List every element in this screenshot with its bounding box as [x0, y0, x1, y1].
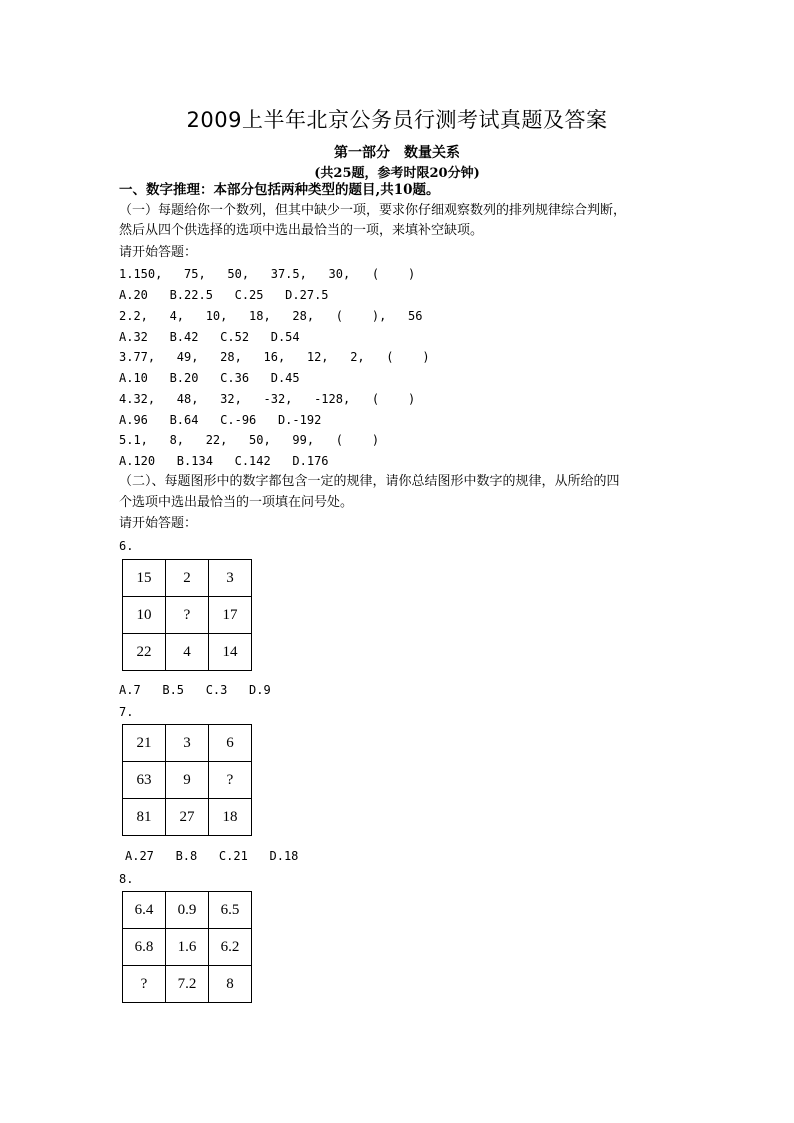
section2-intro-line2: 个选项中选出最恰当的一项填在问号处。 — [119, 495, 354, 510]
grid-cell: 0.9 — [166, 892, 209, 929]
question-6-options: A.7 B.5 C.3 D.9 — [119, 683, 271, 697]
question-7-options: A.27 B.8 C.21 D.18 — [125, 849, 299, 863]
start-prompt-2: 请开始答题： — [119, 516, 198, 531]
start-prompt-1: 请开始答题： — [119, 245, 198, 260]
section1-intro-line1: （一）每题给你一个数列，但其中缺少一项，要求你仔细观察数列的排列规律综合判断， — [119, 203, 627, 218]
grid-cell: 15 — [123, 560, 166, 597]
grid-cell: ? — [209, 762, 252, 799]
time-note: (共25题，参考时限20分钟) — [314, 166, 480, 181]
question-5-stem: 5.1, 8, 22, 50, 99, ( ) — [119, 433, 380, 447]
document-title: 2009上半年北京公务员行测考试真题及答案 — [186, 108, 608, 132]
grid-cell: 27 — [166, 799, 209, 836]
question-6-grid — [122, 559, 252, 671]
question-8-grid — [122, 891, 252, 1003]
grid-cell: 17 — [209, 597, 252, 634]
grid-cell: 81 — [123, 799, 166, 836]
question-2-options: A.32 B.42 C.52 D.54 — [119, 330, 300, 344]
part-heading: 第一部分 数量关系 — [334, 145, 460, 161]
question-7-label: 7. — [119, 705, 134, 719]
question-1-options: A.20 B.22.5 C.25 D.27.5 — [119, 288, 329, 302]
grid-cell: 6 — [209, 725, 252, 762]
grid-cell: 10 — [123, 597, 166, 634]
grid-cell: 3 — [209, 560, 252, 597]
grid-cell: ? — [166, 597, 209, 634]
question-2-stem: 2.2, 4, 10, 18, 28, ( ), 56 — [119, 309, 423, 323]
question-1-stem: 1.150, 75, 50, 37.5, 30, ( ) — [119, 267, 416, 281]
grid-cell: 4 — [166, 634, 209, 671]
question-3-options: A.10 B.20 C.36 D.45 — [119, 371, 300, 385]
grid-cell: 18 — [209, 799, 252, 836]
question-3-stem: 3.77, 49, 28, 16, 12, 2, ( ) — [119, 350, 430, 364]
grid-cell: ? — [123, 966, 166, 1003]
grid-cell: 6.5 — [209, 892, 252, 929]
grid-cell: 63 — [123, 762, 166, 799]
grid-cell: 9 — [166, 762, 209, 799]
grid-cell: 7.2 — [166, 966, 209, 1003]
grid-cell: 6.4 — [123, 892, 166, 929]
section1-heading: 一、数字推理：本部分包括两种类型的题目,共10题。 — [119, 182, 440, 198]
grid-cell: 3 — [166, 725, 209, 762]
section1-intro-line2: 然后从四个供选择的选项中选出最恰当的一项，来填补空缺项。 — [119, 223, 484, 238]
grid-cell: 2 — [166, 560, 209, 597]
question-8-label: 8. — [119, 872, 134, 886]
grid-cell: 22 — [123, 634, 166, 671]
grid-cell: 1.6 — [166, 929, 209, 966]
grid-cell: 8 — [209, 966, 252, 1003]
grid-cell: 21 — [123, 725, 166, 762]
section2-intro-line1: （二）、每题图形中的数字都包含一定的规律，请你总结图形中数字的规律，从所给的四 — [119, 474, 620, 489]
question-5-options: A.120 B.134 C.142 D.176 — [119, 454, 329, 468]
question-4-stem: 4.32, 48, 32, -32, -128, ( ) — [119, 392, 416, 406]
question-6-label: 6. — [119, 539, 134, 553]
grid-cell: 6.8 — [123, 929, 166, 966]
grid-cell: 6.2 — [209, 929, 252, 966]
grid-cell: 14 — [209, 634, 252, 671]
question-4-options: A.96 B.64 C.-96 D.-192 — [119, 413, 322, 427]
question-7-grid — [122, 724, 252, 836]
